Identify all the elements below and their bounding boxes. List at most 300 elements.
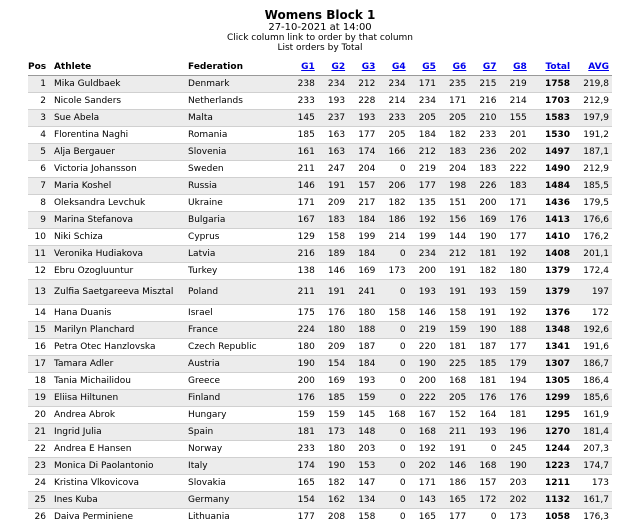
cell-g7: 168 <box>469 458 499 475</box>
cell-g6: 181 <box>439 339 469 356</box>
cell-g1: 175 <box>288 305 318 322</box>
cell-avg: 207,3 <box>573 441 612 458</box>
cell-total: 1058 <box>530 509 573 525</box>
cell-federation: Austria <box>188 356 287 373</box>
cell-g2: 163 <box>318 127 348 144</box>
cell-pos: 24 <box>28 475 54 492</box>
cell-g3: 134 <box>348 492 378 509</box>
cell-g4: 214 <box>378 229 408 246</box>
cell-g7: 236 <box>469 144 499 161</box>
cell-g2: 176 <box>318 305 348 322</box>
cell-g2: 162 <box>318 492 348 509</box>
cell-total: 1497 <box>530 144 573 161</box>
cell-g1: 165 <box>288 475 318 492</box>
cell-pos: 2 <box>28 93 54 110</box>
cell-g6: 158 <box>439 305 469 322</box>
sort-link-g2[interactable]: G2 <box>331 62 345 72</box>
table-row <box>28 280 612 305</box>
cell-g7: 190 <box>469 229 499 246</box>
cell-total: 1348 <box>530 322 573 339</box>
cell-g5: 219 <box>409 161 439 178</box>
cell-avg: 172,4 <box>573 263 612 280</box>
cell-pos: 1 <box>28 76 54 93</box>
cell-avg: 176,6 <box>573 212 612 229</box>
cell-pos: 23 <box>28 458 54 475</box>
cell-g8: 176 <box>500 390 530 407</box>
sort-link-g8[interactable]: G8 <box>513 62 527 72</box>
table-row <box>28 509 612 525</box>
cell-g1: 181 <box>288 424 318 441</box>
cell-total: 1270 <box>530 424 573 441</box>
cell-total: 1295 <box>530 407 573 424</box>
cell-g2: 191 <box>318 178 348 195</box>
cell-athlete: Andrea E Hansen <box>54 441 188 458</box>
cell-athlete: Veronika Hudiakova <box>54 246 188 263</box>
cell-g3: 212 <box>348 76 378 93</box>
cell-g8: 177 <box>500 229 530 246</box>
page-title: Womens Block 1 <box>0 8 640 22</box>
cell-g8: 192 <box>500 305 530 322</box>
cell-g7: 0 <box>469 441 499 458</box>
cell-g7: 181 <box>469 373 499 390</box>
cell-g8: 190 <box>500 458 530 475</box>
cell-avg: 187,1 <box>573 144 612 161</box>
cell-total: 1490 <box>530 161 573 178</box>
cell-federation: Latvia <box>188 246 287 263</box>
cell-avg: 212,9 <box>573 161 612 178</box>
cell-avg: 174,7 <box>573 458 612 475</box>
cell-athlete: Ingrid Julia <box>54 424 188 441</box>
cell-avg: 186,7 <box>573 356 612 373</box>
cell-pos: 16 <box>28 339 54 356</box>
cell-g7: 181 <box>469 246 499 263</box>
cell-federation: Poland <box>188 280 287 305</box>
cell-pos: 25 <box>28 492 54 509</box>
cell-federation: Spain <box>188 424 287 441</box>
cell-g5: 135 <box>409 195 439 212</box>
cell-g6: 156 <box>439 212 469 229</box>
cell-athlete: Niki Schiza <box>54 229 188 246</box>
cell-total: 1410 <box>530 229 573 246</box>
table-row <box>28 407 612 424</box>
table-row <box>28 305 612 322</box>
cell-g6: 235 <box>439 76 469 93</box>
results-body <box>28 76 612 525</box>
cell-g1: 138 <box>288 263 318 280</box>
cell-avg: 212,9 <box>573 93 612 110</box>
cell-g5: 193 <box>409 280 439 305</box>
cell-g8: 155 <box>500 110 530 127</box>
cell-g4: 0 <box>378 280 408 305</box>
cell-g6: 225 <box>439 356 469 373</box>
table-row <box>28 161 612 178</box>
sort-link-avg[interactable]: AVG <box>588 62 609 72</box>
cell-g3: 159 <box>348 390 378 407</box>
cell-pos: 19 <box>28 390 54 407</box>
cell-g7: 200 <box>469 195 499 212</box>
event-date: 27-10-2021 at 14:00 <box>0 22 640 33</box>
cell-g4: 0 <box>378 390 408 407</box>
order-hint: List orders by Total <box>0 43 640 53</box>
cell-federation: Russia <box>188 178 287 195</box>
cell-g1: 171 <box>288 195 318 212</box>
cell-avg: 201,1 <box>573 246 612 263</box>
cell-g2: 208 <box>318 509 348 525</box>
cell-g8: 171 <box>500 195 530 212</box>
cell-g8: 196 <box>500 424 530 441</box>
cell-pos: 11 <box>28 246 54 263</box>
cell-g6: 177 <box>439 509 469 525</box>
cell-g1: 190 <box>288 356 318 373</box>
cell-athlete: Andrea Abrok <box>54 407 188 424</box>
cell-g5: 192 <box>409 441 439 458</box>
cell-g8: 173 <box>500 509 530 525</box>
cell-pos: 20 <box>28 407 54 424</box>
cell-g4: 182 <box>378 195 408 212</box>
sort-link-g4[interactable]: G4 <box>392 62 406 72</box>
cell-g3: 158 <box>348 509 378 525</box>
cell-total: 1484 <box>530 178 573 195</box>
table-row <box>28 178 612 195</box>
cell-g7: 191 <box>469 305 499 322</box>
cell-g8: 177 <box>500 339 530 356</box>
cell-g5: 234 <box>409 93 439 110</box>
cell-g3: 188 <box>348 322 378 339</box>
cell-federation: Hungary <box>188 407 287 424</box>
cell-g8: 181 <box>500 407 530 424</box>
cell-avg: 185,6 <box>573 390 612 407</box>
cell-g8: 194 <box>500 373 530 390</box>
cell-g2: 146 <box>318 263 348 280</box>
cell-total: 1379 <box>530 263 573 280</box>
cell-g1: 211 <box>288 161 318 178</box>
cell-g7: 233 <box>469 127 499 144</box>
cell-avg: 161,9 <box>573 407 612 424</box>
cell-g4: 0 <box>378 356 408 373</box>
cell-total: 1305 <box>530 373 573 390</box>
cell-athlete: Ebru Ozogluuntur <box>54 263 188 280</box>
cell-federation: France <box>188 322 287 339</box>
cell-pos: 17 <box>28 356 54 373</box>
cell-g1: 146 <box>288 178 318 195</box>
cell-g6: 191 <box>439 263 469 280</box>
cell-g8: 222 <box>500 161 530 178</box>
cell-total: 1379 <box>530 280 573 305</box>
cell-g2: 180 <box>318 441 348 458</box>
cell-athlete: Florentina Naghi <box>54 127 188 144</box>
cell-g7: 157 <box>469 475 499 492</box>
cell-athlete: Nicole Sanders <box>54 93 188 110</box>
cell-g1: 176 <box>288 390 318 407</box>
table-row <box>28 93 612 110</box>
cell-g6: 212 <box>439 246 469 263</box>
cell-g3: 169 <box>348 263 378 280</box>
cell-total: 1530 <box>530 127 573 144</box>
cell-avg: 176,3 <box>573 509 612 525</box>
cell-g4: 233 <box>378 110 408 127</box>
cell-g7: 190 <box>469 322 499 339</box>
cell-g4: 0 <box>378 161 408 178</box>
cell-g1: 167 <box>288 212 318 229</box>
cell-avg: 181,4 <box>573 424 612 441</box>
cell-g4: 234 <box>378 76 408 93</box>
cell-avg: 179,5 <box>573 195 612 212</box>
cell-avg: 191,6 <box>573 339 612 356</box>
header <box>0 0 640 53</box>
cell-g5: 177 <box>409 178 439 195</box>
cell-total: 1211 <box>530 475 573 492</box>
col-header-athlete: Athlete <box>54 58 188 76</box>
cell-g7: 182 <box>469 263 499 280</box>
cell-g2: 182 <box>318 475 348 492</box>
cell-total: 1341 <box>530 339 573 356</box>
cell-g4: 0 <box>378 458 408 475</box>
cell-g7: 164 <box>469 407 499 424</box>
cell-g8: 202 <box>500 492 530 509</box>
cell-g2: 163 <box>318 144 348 161</box>
cell-avg: 197,9 <box>573 110 612 127</box>
cell-pos: 15 <box>28 322 54 339</box>
cell-athlete: Eliisa Hiltunen <box>54 390 188 407</box>
cell-g7: 0 <box>469 509 499 525</box>
cell-g7: 193 <box>469 424 499 441</box>
cell-pos: 13 <box>28 280 54 305</box>
cell-g6: 183 <box>439 144 469 161</box>
cell-g2: 180 <box>318 322 348 339</box>
cell-pos: 7 <box>28 178 54 195</box>
cell-g4: 0 <box>378 322 408 339</box>
cell-g5: 205 <box>409 110 439 127</box>
cell-g6: 151 <box>439 195 469 212</box>
cell-total: 1583 <box>530 110 573 127</box>
cell-g2: 191 <box>318 280 348 305</box>
cell-pos: 4 <box>28 127 54 144</box>
cell-g5: 222 <box>409 390 439 407</box>
cell-g8: 214 <box>500 93 530 110</box>
cell-g3: 147 <box>348 475 378 492</box>
cell-pos: 10 <box>28 229 54 246</box>
cell-g2: 190 <box>318 458 348 475</box>
table-row <box>28 356 612 373</box>
cell-federation: Bulgaria <box>188 212 287 229</box>
cell-federation: Israel <box>188 305 287 322</box>
cell-federation: Slovenia <box>188 144 287 161</box>
cell-g8: 183 <box>500 178 530 195</box>
cell-g4: 173 <box>378 263 408 280</box>
cell-g8: 159 <box>500 280 530 305</box>
cell-avg: 197 <box>573 280 612 305</box>
cell-g3: 157 <box>348 178 378 195</box>
cell-g6: 205 <box>439 110 469 127</box>
cell-g3: 148 <box>348 424 378 441</box>
sort-hint: Click column link to order by that column <box>0 33 640 43</box>
cell-g5: 171 <box>409 76 439 93</box>
cell-g4: 205 <box>378 127 408 144</box>
cell-g2: 158 <box>318 229 348 246</box>
cell-g1: 180 <box>288 339 318 356</box>
cell-avg: 185,5 <box>573 178 612 195</box>
cell-g6: 144 <box>439 229 469 246</box>
cell-g1: 129 <box>288 229 318 246</box>
cell-g3: 204 <box>348 161 378 178</box>
cell-federation: Denmark <box>188 76 287 93</box>
cell-g5: 234 <box>409 246 439 263</box>
cell-g3: 145 <box>348 407 378 424</box>
cell-g2: 234 <box>318 76 348 93</box>
cell-federation: Romania <box>188 127 287 144</box>
table-row <box>28 229 612 246</box>
cell-g1: 200 <box>288 373 318 390</box>
cell-g6: 204 <box>439 161 469 178</box>
cell-g8: 219 <box>500 76 530 93</box>
cell-g7: 226 <box>469 178 499 195</box>
cell-g3: 184 <box>348 212 378 229</box>
table-row <box>28 246 612 263</box>
col-header-federation: Federation <box>188 58 287 76</box>
cell-g7: 169 <box>469 212 499 229</box>
cell-g4: 0 <box>378 339 408 356</box>
cell-g5: 219 <box>409 322 439 339</box>
cell-g2: 209 <box>318 339 348 356</box>
cell-g1: 174 <box>288 458 318 475</box>
cell-avg: 191,2 <box>573 127 612 144</box>
cell-total: 1223 <box>530 458 573 475</box>
cell-g7: 210 <box>469 110 499 127</box>
cell-g8: 180 <box>500 263 530 280</box>
cell-pos: 9 <box>28 212 54 229</box>
cell-g8: 176 <box>500 212 530 229</box>
cell-pos: 21 <box>28 424 54 441</box>
cell-federation: Malta <box>188 110 287 127</box>
cell-g5: 200 <box>409 373 439 390</box>
cell-athlete: Marina Stefanova <box>54 212 188 229</box>
cell-federation: Slovakia <box>188 475 287 492</box>
cell-g4: 186 <box>378 212 408 229</box>
cell-athlete: Sue Abela <box>54 110 188 127</box>
cell-total: 1307 <box>530 356 573 373</box>
cell-g4: 214 <box>378 93 408 110</box>
cell-g5: 143 <box>409 492 439 509</box>
table-row <box>28 390 612 407</box>
cell-g5: 184 <box>409 127 439 144</box>
cell-g6: 168 <box>439 373 469 390</box>
cell-athlete: Petra Otec Hanzlovska <box>54 339 188 356</box>
cell-g4: 158 <box>378 305 408 322</box>
cell-g2: 189 <box>318 246 348 263</box>
cell-total: 1299 <box>530 390 573 407</box>
cell-g5: 146 <box>409 305 439 322</box>
cell-g5: 167 <box>409 407 439 424</box>
cell-g6: 146 <box>439 458 469 475</box>
cell-federation: Italy <box>188 458 287 475</box>
cell-g5: 168 <box>409 424 439 441</box>
cell-g2: 159 <box>318 407 348 424</box>
cell-g8: 179 <box>500 356 530 373</box>
table-row <box>28 424 612 441</box>
cell-g6: 152 <box>439 407 469 424</box>
cell-athlete: Tania Michailidou <box>54 373 188 390</box>
table-row <box>28 127 612 144</box>
results-table <box>28 58 612 525</box>
cell-federation: Lithuania <box>188 509 287 525</box>
cell-g5: 199 <box>409 229 439 246</box>
cell-g8: 188 <box>500 322 530 339</box>
cell-g3: 217 <box>348 195 378 212</box>
cell-total: 1408 <box>530 246 573 263</box>
cell-total: 1132 <box>530 492 573 509</box>
cell-g7: 187 <box>469 339 499 356</box>
cell-g5: 190 <box>409 356 439 373</box>
cell-g4: 168 <box>378 407 408 424</box>
cell-g4: 0 <box>378 373 408 390</box>
cell-g4: 0 <box>378 424 408 441</box>
cell-g7: 216 <box>469 93 499 110</box>
cell-g8: 202 <box>500 144 530 161</box>
cell-avg: 176,2 <box>573 229 612 246</box>
cell-g4: 0 <box>378 492 408 509</box>
sort-link-g7[interactable]: G7 <box>483 62 497 72</box>
cell-g6: 182 <box>439 127 469 144</box>
cell-pos: 3 <box>28 110 54 127</box>
cell-g2: 185 <box>318 390 348 407</box>
table-row <box>28 339 612 356</box>
cell-g6: 205 <box>439 390 469 407</box>
cell-federation: Czech Republic <box>188 339 287 356</box>
cell-avg: 219,8 <box>573 76 612 93</box>
table-row <box>28 373 612 390</box>
cell-g6: 165 <box>439 492 469 509</box>
sort-link-g1[interactable]: G1 <box>301 62 315 72</box>
table-row <box>28 441 612 458</box>
cell-g3: 177 <box>348 127 378 144</box>
cell-g4: 0 <box>378 509 408 525</box>
cell-g1: 216 <box>288 246 318 263</box>
cell-g6: 211 <box>439 424 469 441</box>
cell-g1: 161 <box>288 144 318 161</box>
cell-g7: 215 <box>469 76 499 93</box>
cell-g1: 159 <box>288 407 318 424</box>
cell-pos: 22 <box>28 441 54 458</box>
cell-g6: 191 <box>439 280 469 305</box>
sort-link-g6[interactable]: G6 <box>453 62 467 72</box>
cell-g1: 238 <box>288 76 318 93</box>
cell-g1: 145 <box>288 110 318 127</box>
cell-avg: 173 <box>573 475 612 492</box>
cell-g2: 154 <box>318 356 348 373</box>
cell-total: 1758 <box>530 76 573 93</box>
sort-link-g5[interactable]: G5 <box>422 62 436 72</box>
cell-g3: 199 <box>348 229 378 246</box>
cell-g2: 193 <box>318 93 348 110</box>
cell-athlete: Marilyn Planchard <box>54 322 188 339</box>
cell-pos: 5 <box>28 144 54 161</box>
cell-athlete: Alja Bergauer <box>54 144 188 161</box>
cell-g1: 177 <box>288 509 318 525</box>
table-row <box>28 475 612 492</box>
sort-link-g3[interactable]: G3 <box>362 62 376 72</box>
cell-g5: 220 <box>409 339 439 356</box>
cell-g7: 185 <box>469 356 499 373</box>
cell-federation: Germany <box>188 492 287 509</box>
cell-g6: 171 <box>439 93 469 110</box>
sort-link-total[interactable]: Total <box>545 62 570 72</box>
cell-federation: Turkey <box>188 263 287 280</box>
table-row <box>28 263 612 280</box>
cell-g8: 192 <box>500 246 530 263</box>
cell-g6: 186 <box>439 475 469 492</box>
cell-g2: 247 <box>318 161 348 178</box>
table-row <box>28 212 612 229</box>
